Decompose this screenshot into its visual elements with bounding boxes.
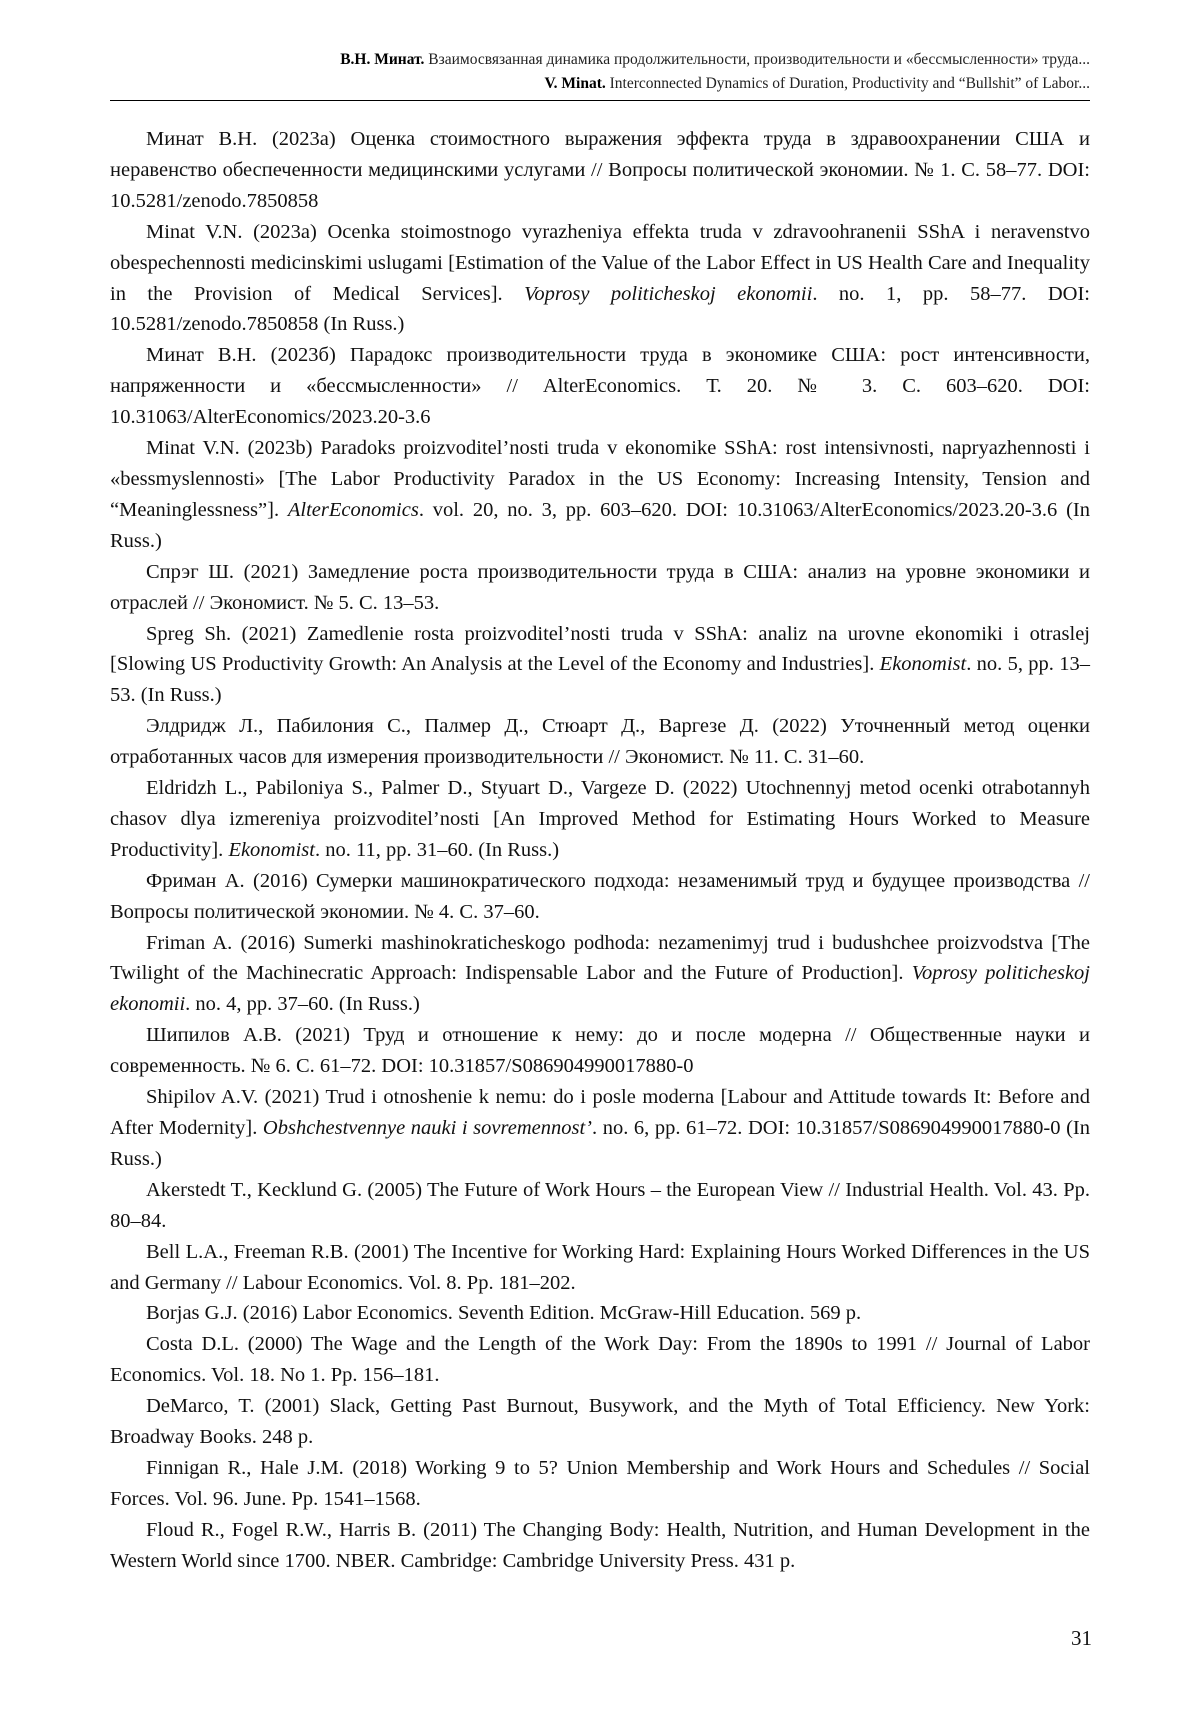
header-author-en: V. Minat. [544, 75, 606, 92]
reference-entry: Фриман А. (2016) Сумерки машинократического подхода: незаменимый труд и будущее производства // Вопросы политической экономии. № 4. С. 37–60. [110, 869, 1090, 923]
reference-entry: Спрэг Ш. (2021) Замедление роста производительности труда в США: анализ на уровне экономики и отраслей // Экономист. № 5. С. 13–53. [110, 560, 1090, 614]
running-header [110, 48, 1090, 96]
reference-entry: Akerstedt T., Kecklund G. (2005) The Future of Work Hours – the European View // Industrial Health. Vol. 43. Pp. 80–84. [110, 1178, 1090, 1232]
reference-entry: Floud R., Fogel R.W., Harris B. (2011) The Changing Body: Health, Nutrition, and Human Development in the Western World since 1700. NBER. Cambridge: Cambridge University Press. 431 p. [110, 1518, 1090, 1572]
reference-entry: Шипилов А.В. (2021) Труд и отношение к нему: до и после модерна // Общественные науки и современность. № 6. С. 61–72. DOI: 10.31857/S086904990017880-0 [110, 1024, 1090, 1078]
header-line-ru [110, 48, 1090, 72]
reference-entry: Bell L.A., Freeman R.B. (2001) The Incentive for Working Hard: Explaining Hours Worked Differences in the US and Germany // Labour Economics. Vol. 8. Pp. 181–202. [110, 1240, 1090, 1294]
reference-entry: Finnigan R., Hale J.M. (2018) Working 9 to 5? Union Membership and Work Hours and Schedules // Social Forces. Vol. 96. June. Pp. 1541–1568. [110, 1456, 1090, 1510]
reference-entry: Borjas G.J. (2016) Labor Economics. Seventh Edition. McGraw-Hill Education. 569 p. [146, 1302, 862, 1325]
header-title-en: Interconnected Dynamics of Duration, Productivity and “Bullshit” of Labor... [609, 75, 1090, 92]
reference-entry: Элдридж Л., Пабилония С., Палмер Д., Стюарт Д., Варгезе Д. (2022) Уточненный метод оценки отработанных часов для измерения производительности // Экономист. № 11. С. 31–60. [110, 715, 1090, 769]
reference-entry: Friman A. (2016) Sumerki mashinokraticheskogo podhoda: nezamenimyj trud i budushchee proizvodstva [The Twilight of the Machinecratic Approach: Indispensable Labor and the Future of Production]. Voprosy politicheskoj ekonomii. no. 4, pp. 37–60. (In Russ.) [110, 931, 1090, 1016]
header-rule [110, 100, 1090, 101]
reference-entry: Eldridzh L., Pabiloniya S., Palmer D., Styuart D., Vargeze D. (2022) Utochnennyj metod ocenki otrabotannyh chasov dlya izmereniya proizvoditel’nosti [An Improved Method for Estimating Hours Worked to Measure Productivity]. Ekonomist. no. 11, pp. 31–60. (In Russ.) [110, 777, 1090, 861]
reference-entry: Минат В.Н. (2023б) Парадокс производительности труда в экономике США: рост интенсивности, напряженности и «бессмысленности» // AlterEconomics. Т. 20. № 3. С. 603–620. DOI: 10.31063/AlterEconomics/2023.20-3.6 [110, 344, 1090, 429]
reference-list [110, 124, 1090, 1577]
reference-entry: Spreg Sh. (2021) Zamedlenie rosta proizvoditel’nosti truda v SShA: analiz na urovne ekonomiki i otraslej [Slowing US Productivity Growth: An Analysis at the Level of the Economy and Industries]. Ekonomist. no. 5, pp. 13–53. (In Russ.) [110, 622, 1090, 707]
reference-entry: Минат В.Н. (2023а) Оценка стоимостного выражения эффекта труда в здравоохранении США и неравенство обеспеченности медицинскими услугами // Вопросы политической экономии. № 1. С. 58–77. DOI: 10.5281/zenodo.7850858 [110, 128, 1090, 212]
reference-entry: Costa D.L. (2000) The Wage and the Length of the Work Day: From the 1890s to 1991 // Journal of Labor Economics. Vol. 18. No 1. Pp. 156–181. [110, 1333, 1090, 1387]
reference-entry: Minat V.N. (2023a) Ocenka stoimostnogo vyrazheniya effekta truda v zdravoohranenii SShA i neravenstvo obespechennosti medicinskimi uslugami [Estimation of the Value of the Labor Effect in US Health Care and Inequality in the Provision of Medical Services]. Voprosy politicheskoj ekonomii. no. 1, pp. 58–77. DOI: 10.5281/zenodo.7850858 (In Russ.) [110, 220, 1090, 336]
reference-entry: Minat V.N. (2023b) Paradoks proizvoditel’nosti truda v ekonomike SShA: rost intensivnosti, napryazhennosti i «bessmyslennosti» [The Labor Productivity Paradox in the US Economy: Increasing Intensity, Tension and “Meaninglessness”]. AlterEconomics. vol. 20, no. 3, pp. 603–620. DOI: 10.31063/AlterEconomics/2023.20-3.6 (In Russ.) [110, 437, 1090, 552]
header-title-ru: Взаимосвязанная динамика продолжительности, производительности и «бессмысленности» труда... [428, 51, 1090, 68]
header-line-en [110, 72, 1090, 96]
reference-entry: Shipilov A.V. (2021) Trud i otnoshenie k nemu: do i posle moderna [Labour and Attitude towards It: Before and After Modernity]. Obshchestvennye nauki i sovremennost’. no. 6, pp. 61–72. DOI: 10.31857/S086904990017880-0 (In Russ.) [110, 1086, 1090, 1170]
page-number: 31 [1071, 1626, 1092, 1650]
header-author-ru: В.Н. Минат. [340, 51, 425, 68]
reference-entry: DeMarco, T. (2001) Slack, Getting Past Burnout, Busywork, and the Myth of Total Efficiency. New York: Broadway Books. 248 p. [110, 1395, 1090, 1449]
